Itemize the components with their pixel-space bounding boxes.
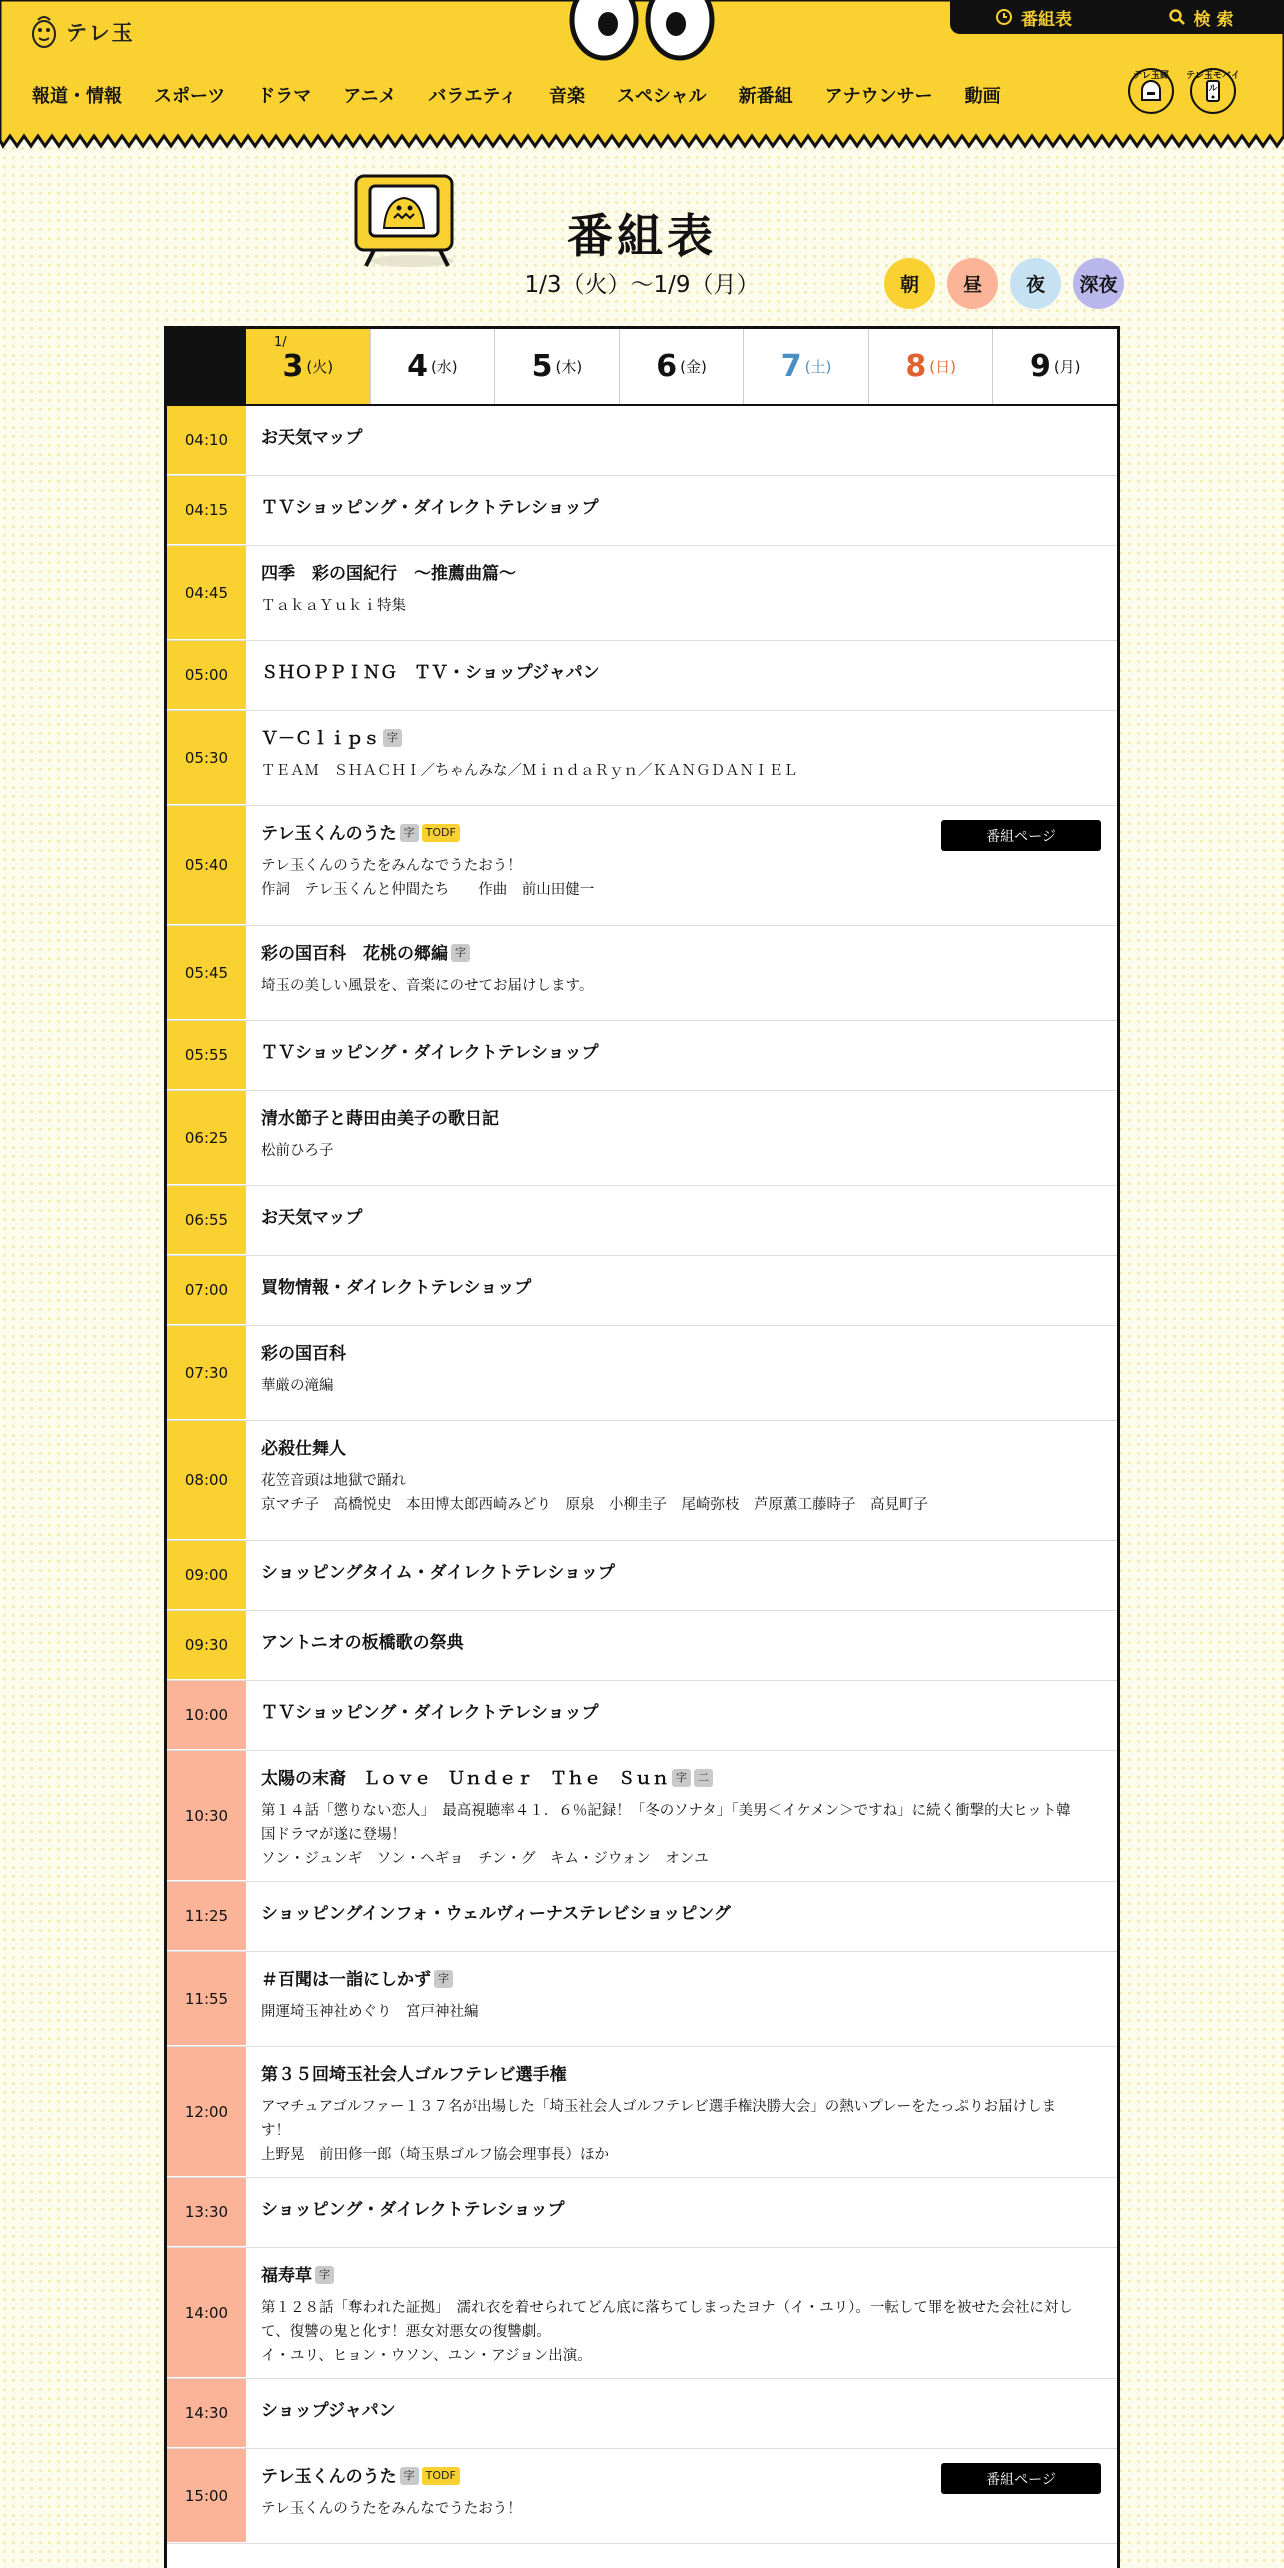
program-description: [261, 2497, 1101, 2521]
program-content: [246, 2178, 1117, 2247]
program-title-line: [261, 1206, 1101, 1230]
program-title: 福寿草: [261, 2266, 312, 2286]
program-row[interactable]: [167, 1751, 1117, 1882]
program-title-line: [261, 1701, 1101, 1725]
program-title-line: [261, 2264, 1101, 2288]
nav-item-news[interactable]: 報道・情報: [32, 86, 122, 107]
program-title-line: [261, 942, 1101, 966]
day-tab-date: 5: [531, 349, 553, 384]
main-nav: [16, 82, 1017, 108]
program-content: [246, 711, 1117, 805]
program-description: [261, 594, 1101, 618]
program-badge-todf: TODF: [422, 824, 460, 842]
program-content: [246, 641, 1117, 710]
program-row[interactable]: [167, 1186, 1117, 1256]
program-title-line: [261, 426, 1101, 450]
program-description-line: 松前ひろ子: [261, 1143, 334, 1159]
program-title: 第３５回埼玉社会人ゴルフテレビ選手権: [261, 2065, 567, 2085]
program-title-line: [261, 1767, 1101, 1791]
program-title-line: [261, 1107, 1101, 1131]
day-tab[interactable]: [370, 329, 495, 404]
program-title-line: [261, 727, 1101, 751]
program-title-line: [261, 496, 1101, 520]
program-description: [261, 1374, 1101, 1398]
program-description-line: ソン・ジュンギ ソン・ヘギョ チン・グ キム・ジウォン オンユ: [261, 1851, 709, 1867]
program-time: 04:15: [167, 476, 246, 545]
program-description-line: 埼玉の美しい風景を、音楽にのせてお届けします。: [261, 978, 594, 994]
program-row[interactable]: [167, 476, 1117, 546]
program-time: 04:45: [167, 546, 246, 640]
day-tab-weekday: (火): [306, 358, 334, 376]
program-title-line: [261, 2198, 1101, 2222]
program-title-line: [261, 1276, 1101, 1300]
program-title-line: [261, 2063, 1101, 2087]
day-tab-date: 6: [656, 349, 678, 384]
program-content: [246, 2449, 1117, 2543]
program-row[interactable]: [167, 806, 1117, 926]
program-row[interactable]: [167, 1326, 1117, 1421]
program-time: 05:00: [167, 641, 246, 710]
program-badge-sub: 字: [383, 729, 402, 747]
program-row[interactable]: [167, 926, 1117, 1021]
day-tab-weekday: (月): [1053, 358, 1081, 376]
day-tab-month: 1/: [274, 335, 287, 350]
program-title: ＴＶショッピング・ダイレクトテレショップ: [261, 498, 599, 518]
program-title-line: [261, 1968, 1101, 1992]
clock-icon: [995, 8, 1013, 26]
day-tab[interactable]: [494, 329, 619, 404]
program-row[interactable]: [167, 1541, 1117, 1611]
program-row[interactable]: [167, 1611, 1117, 1681]
program-row[interactable]: [167, 1681, 1117, 1751]
program-description-line: 作詞 テレ玉くんと仲間たち 作曲 前山田健一: [261, 882, 595, 898]
program-title: アントニオの板橋歌の祭典: [261, 1633, 464, 1653]
schedule-link-label: 番組表: [1021, 9, 1072, 30]
day-tab-date: 8: [905, 349, 927, 384]
program-badge-sub: 字: [672, 1769, 691, 1787]
search-icon: [1168, 8, 1186, 26]
program-row[interactable]: [167, 1021, 1117, 1091]
program-time: 12:00: [167, 2047, 246, 2177]
program-time: 06:55: [167, 1186, 246, 1255]
program-title-line: [261, 1041, 1101, 1065]
program-content: [246, 1186, 1117, 1255]
logo-text: テレ玉: [66, 21, 135, 45]
program-title-line: [261, 562, 1101, 586]
program-content: [246, 1751, 1117, 1881]
program-time: 05:55: [167, 1021, 246, 1090]
program-content: [246, 2248, 1117, 2378]
program-content: [246, 476, 1117, 545]
program-description-line: 京マチ子 高橋悦史 本田博太郎西崎みどり 原泉 小柳圭子 尾崎弥枝 芦原薫工藤時子 高見町子: [261, 1497, 928, 1513]
program-title: テレ玉くんのうた: [261, 2467, 397, 2487]
program-row[interactable]: [167, 2379, 1117, 2449]
day-tab[interactable]: [619, 329, 744, 404]
mobile-button[interactable]: [1186, 68, 1240, 114]
day-tab-weekday: (土): [804, 358, 832, 376]
program-row[interactable]: [167, 711, 1117, 806]
program-title: Ｖ－Ｃｌｉｐｓ: [261, 729, 380, 749]
day-tab-weekday: (木): [555, 358, 583, 376]
program-description: [261, 974, 1101, 998]
program-schedule: [164, 326, 1120, 2568]
program-content: [246, 2047, 1117, 2177]
program-badge-sub: 字: [451, 944, 470, 962]
program-content: [246, 1952, 1117, 2046]
mailbox-button[interactable]: [1128, 68, 1174, 114]
program-description: [261, 2095, 1101, 2167]
program-time: 15:00: [167, 2449, 246, 2543]
mailbox-label: テレ玉郵: [1133, 71, 1169, 81]
program-description-line: アマチュアゴルファー１３７名が出場した「埼玉社会人ゴルフテレビ選手権決勝大会」の熱いプレーをたっぷりお届けします！: [261, 2099, 1057, 2139]
program-description: [261, 1799, 1101, 1871]
program-time: 08:00: [167, 1421, 246, 1540]
program-description-line: 第１２８話「奪われた証拠」 濡れ衣を着せられてどん底に落ちてしまったヨナ（イ・ユリ）。一転して罪を被せた会社に対して、復讐の鬼と化す！悪女対悪女の復讐劇。: [261, 2300, 1073, 2340]
day-tab-weekday: (金): [680, 358, 707, 376]
day-tab-date: 9: [1029, 349, 1051, 384]
program-time: 11:25: [167, 1882, 246, 1951]
program-title: 必殺仕舞人: [261, 1439, 346, 1459]
program-page-button[interactable]: 番組ページ: [941, 2463, 1101, 2494]
program-time: 05:45: [167, 926, 246, 1020]
program-title: ショップジャパン: [261, 2401, 396, 2421]
program-title: テレ玉くんのうた: [261, 824, 397, 844]
program-time: 13:30: [167, 2178, 246, 2247]
program-description: [261, 759, 1101, 783]
search-link[interactable]: [1117, 5, 1284, 30]
day-tab[interactable]: [992, 329, 1117, 404]
program-title-line: [261, 1561, 1101, 1585]
program-title-line: [261, 2399, 1101, 2423]
time-of-day-noon-button[interactable]: 昼: [947, 258, 998, 309]
program-row[interactable]: [167, 2248, 1117, 2379]
program-row[interactable]: [167, 2449, 1117, 2544]
search-link-label: 検 索: [1193, 9, 1234, 30]
page-title: 番組表: [567, 209, 717, 263]
program-time: 04:10: [167, 406, 246, 475]
program-title-line: [261, 1437, 1101, 1461]
program-content: [246, 1021, 1117, 1090]
program-title: ＃百聞は一詣にしかず: [261, 1970, 431, 1990]
program-time: 11:55: [167, 1952, 246, 2046]
program-badge-sub: 字: [400, 824, 419, 842]
program-row[interactable]: [167, 1091, 1117, 1186]
program-description-line: 華厳の滝編: [261, 1378, 334, 1394]
day-tab-date: 4: [407, 349, 428, 384]
program-badge-todf: TODF: [422, 2467, 460, 2485]
nav-item-music[interactable]: 音楽: [548, 86, 585, 107]
program-time: 06:25: [167, 1091, 246, 1185]
nav-item-special[interactable]: スペシャル: [616, 86, 707, 107]
program-content: [246, 1091, 1117, 1185]
day-tab-weekday: (水): [430, 358, 458, 376]
day-tabs-corner: [167, 329, 246, 404]
program-time: 09:00: [167, 1541, 246, 1610]
day-tab[interactable]: [743, 329, 868, 404]
program-row[interactable]: [167, 406, 1117, 476]
program-title: お天気マップ: [261, 428, 363, 448]
program-title: ショッピングインフォ・ウェルヴィーナステレビショッピング: [261, 1904, 731, 1924]
program-title: ＳＨＯＰＰＩＮＧ ＴＶ・ショップジャパン: [261, 663, 600, 683]
nav-icon-group: [1128, 68, 1240, 114]
time-of-day-morning-button[interactable]: 朝: [884, 258, 935, 309]
program-title-line: [261, 1902, 1101, 1926]
nav-item-sports[interactable]: スポーツ: [154, 86, 226, 107]
program-title-line: [261, 1342, 1101, 1366]
date-range: 1/3（火）〜1/9（月）: [524, 272, 760, 298]
day-tab[interactable]: [868, 329, 993, 404]
program-content: [246, 1681, 1117, 1750]
program-badge-sub: 字: [434, 1970, 453, 1988]
program-time: 09:30: [167, 1611, 246, 1680]
day-tab[interactable]: [246, 329, 370, 404]
program-badge-sub: 字: [315, 2266, 334, 2284]
program-description-line: 第１４話「懲りない恋人」 最高視聴率４１．６％記録！「冬のソナタ」「美男＜イケメン＞ですね」に続く衝撃的大ヒット韓国ドラマが遂に登場！: [261, 1803, 1071, 1843]
nav-item-announcers[interactable]: アナウンサー: [824, 86, 933, 107]
program-content: [246, 406, 1117, 475]
time-of-day-late-night-button[interactable]: 深夜: [1073, 258, 1124, 309]
site-logo[interactable]: [30, 14, 135, 50]
nav-item-anime[interactable]: アニメ: [343, 86, 397, 107]
mobile-label: テレ玉モバイル: [1186, 71, 1240, 94]
program-time: 14:00: [167, 2248, 246, 2378]
program-time: 07:00: [167, 1256, 246, 1325]
time-of-day-selector: [884, 258, 1124, 309]
program-title: お天気マップ: [261, 1208, 363, 1228]
program-description: [261, 1469, 1101, 1517]
program-title-line: [261, 1631, 1101, 1655]
program-time: 14:30: [167, 2379, 246, 2448]
schedule-link[interactable]: [950, 5, 1117, 30]
program-row[interactable]: [167, 1421, 1117, 1541]
program-content: [246, 2379, 1117, 2448]
program-row[interactable]: [167, 641, 1117, 711]
day-tab-weekday: (日): [929, 358, 956, 376]
program-list: [167, 406, 1117, 2544]
program-content: [246, 1421, 1117, 1540]
program-time: 10:30: [167, 1751, 246, 1881]
mascot-logo-icon: [30, 14, 58, 50]
program-row[interactable]: [167, 546, 1117, 641]
program-content: [246, 1541, 1117, 1610]
program-title: 太陽の末裔 Ｌｏｖｅ Ｕｎｄｅｒ Ｔｈｅ Ｓｕｎ: [261, 1769, 669, 1789]
program-description-line: 開運埼玉神社めぐり 宮戸神社編: [261, 2004, 479, 2020]
program-row[interactable]: [167, 1882, 1117, 1952]
nav-item-videos[interactable]: 動画: [964, 86, 1001, 107]
program-description-line: テレ玉くんのうたをみんなでうたおう！: [261, 858, 522, 874]
mascot-eyes-icon: [568, 0, 718, 62]
program-row[interactable]: [167, 2178, 1117, 2248]
program-content: [246, 1882, 1117, 1951]
program-title: ショッピング・ダイレクトテレショップ: [261, 2200, 565, 2220]
program-content: [246, 1611, 1117, 1680]
program-badge-sub: 字: [400, 2467, 419, 2485]
program-title: 買物情報・ダイレクトテレショップ: [261, 1278, 532, 1298]
nav-item-variety[interactable]: バラエティ: [428, 86, 517, 107]
program-row[interactable]: [167, 2047, 1117, 2178]
program-title: 四季 彩の国紀行 ～推薦曲篇～: [261, 564, 516, 584]
program-title: ショッピングタイム・ダイレクトテレショップ: [261, 1563, 615, 1583]
program-row[interactable]: [167, 1952, 1117, 2047]
time-of-day-night-button[interactable]: 夜: [1010, 258, 1061, 309]
program-description-line: 花笠音頭は地獄で踊れ: [261, 1473, 406, 1489]
program-description-line: ＴＥＡＭ ＳＨＡＣＨＩ／ちゃんみな／ＭｉｎｄａＲｙｎ／ＫＡＮＧＤＡＮＩＥＬ: [261, 763, 798, 779]
program-description-line: ＴａｋａＹｕｋｉ特集: [261, 598, 406, 614]
site-header: [0, 0, 1284, 148]
program-time: 07:30: [167, 1326, 246, 1420]
program-content: [246, 546, 1117, 640]
program-badge-dual: 二: [694, 1769, 713, 1787]
program-description: [261, 2296, 1101, 2368]
program-title: 清水節子と蒔田由美子の歌日記: [261, 1109, 499, 1129]
program-content: [246, 1256, 1117, 1325]
program-row[interactable]: [167, 1256, 1117, 1326]
program-time: 10:00: [167, 1681, 246, 1750]
nav-item-drama[interactable]: ドラマ: [257, 86, 312, 107]
program-title-line: [261, 661, 1101, 685]
program-description-line: イ・ユリ、ヒョン・ウソン、ユン・アジョン出演。: [261, 2348, 592, 2364]
program-description: [261, 1139, 1101, 1163]
mailbox-icon: [1138, 78, 1164, 104]
program-time: 05:40: [167, 806, 246, 925]
program-title: 彩の国百科 花桃の郷編: [261, 944, 448, 964]
day-tab-date: 7: [780, 349, 802, 384]
program-page-button[interactable]: 番組ページ: [941, 820, 1101, 851]
program-description: [261, 2000, 1101, 2024]
program-title: ＴＶショッピング・ダイレクトテレショップ: [261, 1703, 599, 1723]
day-tabs: [167, 329, 1117, 406]
program-description-line: テレ玉くんのうたをみんなでうたおう！: [261, 2501, 522, 2517]
program-description-line: 上野晃 前田修一郎（埼玉県ゴルフ協会理事長）ほか: [261, 2147, 609, 2163]
program-content: [246, 806, 1117, 925]
program-time: 05:30: [167, 711, 246, 805]
program-content: [246, 1326, 1117, 1420]
nav-item-new-programs[interactable]: 新番組: [738, 86, 793, 107]
program-title: 彩の国百科: [261, 1344, 346, 1364]
program-title: ＴＶショッピング・ダイレクトテレショップ: [261, 1043, 599, 1063]
top-utility-bar: [950, 0, 1284, 34]
program-description: [261, 854, 1101, 902]
day-tab-date: 3: [282, 349, 304, 384]
program-content: [246, 926, 1117, 1020]
